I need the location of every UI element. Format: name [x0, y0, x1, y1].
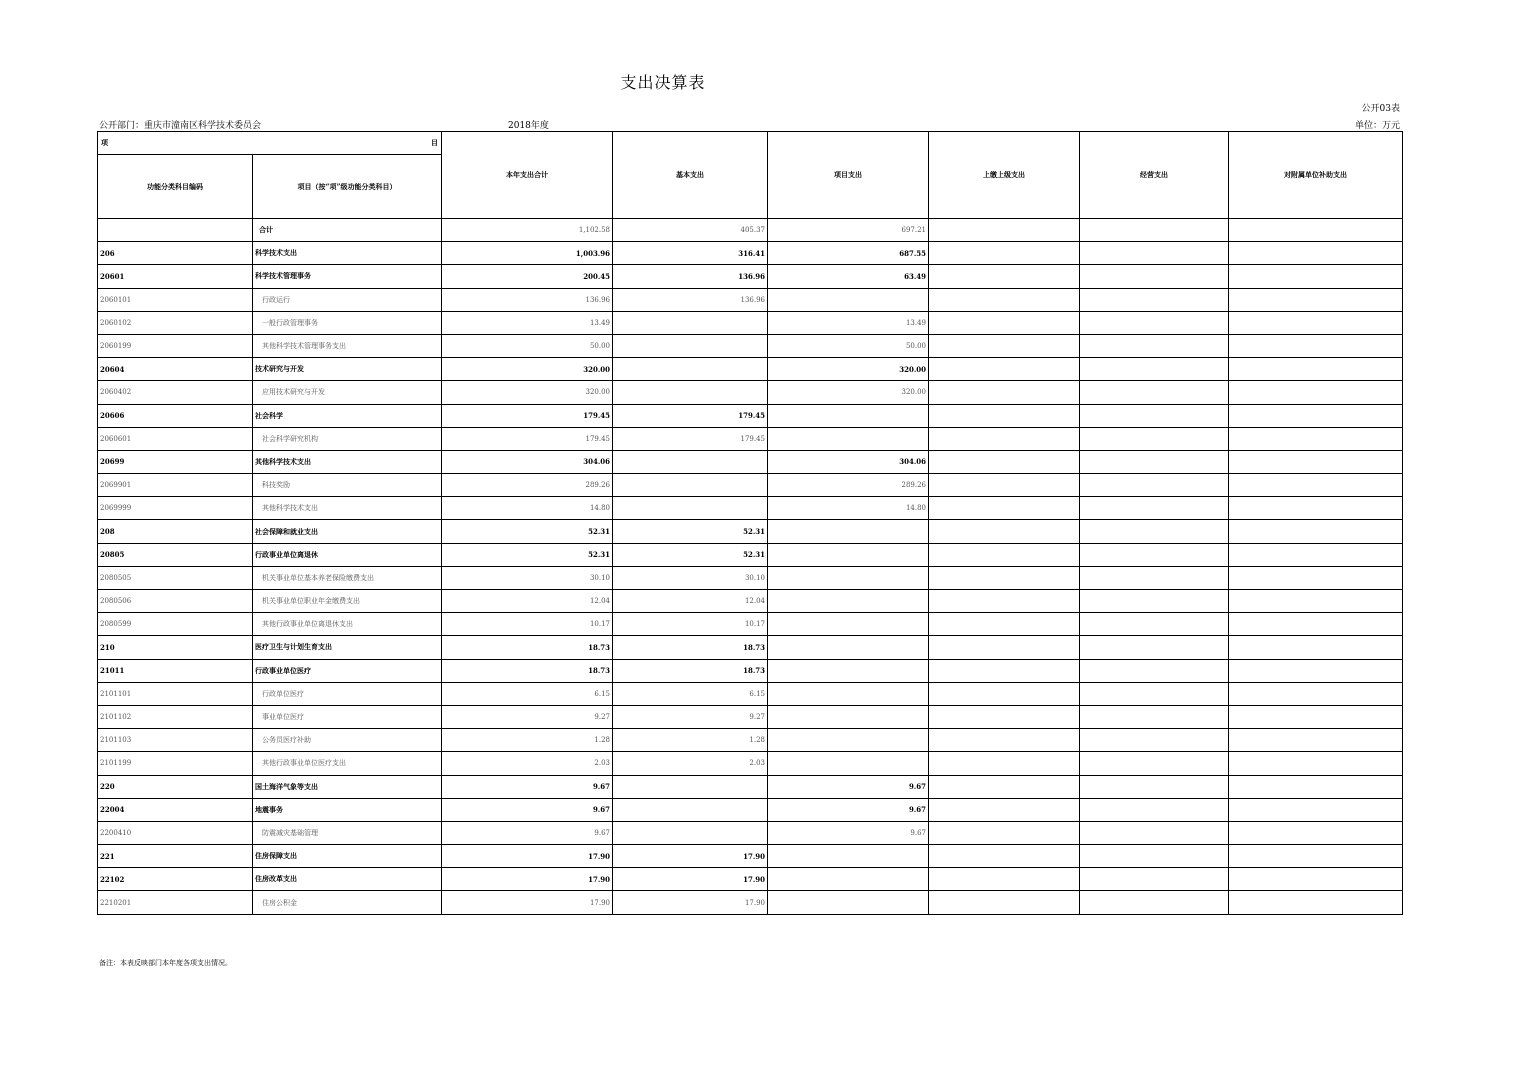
total-row — [98, 219, 1403, 242]
cell-project — [768, 613, 929, 636]
cell-upper — [929, 404, 1080, 427]
cell-upper — [929, 613, 1080, 636]
cell-subsidy — [1229, 288, 1403, 311]
cell-total: 320.00 — [442, 358, 613, 381]
cell-subsidy — [1229, 798, 1403, 821]
cell-name: 其他行政事业单位离退休支出 — [253, 613, 442, 636]
cell-name: 其他科学技术支出 — [253, 497, 442, 520]
cell-upper — [929, 752, 1080, 775]
cell-name: 公务员医疗补助 — [253, 729, 442, 752]
cell-project — [768, 659, 929, 682]
table-row — [98, 311, 1403, 334]
cell-total: 136.96 — [442, 288, 613, 311]
cell-business — [1080, 729, 1229, 752]
cell-basic: 179.45 — [613, 427, 768, 450]
cell-code: 20604 — [98, 358, 253, 381]
total-total: 1,102.58 — [442, 219, 613, 242]
cell-project: 304.06 — [768, 450, 929, 473]
cell-basic: 179.45 — [613, 404, 768, 427]
cell-project: 63.49 — [768, 265, 929, 288]
cell-basic: 316.41 — [613, 242, 768, 265]
cell-business — [1080, 334, 1229, 357]
cell-name: 地震事务 — [253, 798, 442, 821]
table-row — [98, 288, 1403, 311]
cell-subsidy — [1229, 845, 1403, 868]
cell-project — [768, 427, 929, 450]
total-project: 697.21 — [768, 219, 929, 242]
cell-project — [768, 752, 929, 775]
cell-project — [768, 891, 929, 914]
cell-upper — [929, 566, 1080, 589]
cell-subsidy — [1229, 520, 1403, 543]
cell-code: 21011 — [98, 659, 253, 682]
cell-project: 320.00 — [768, 358, 929, 381]
cell-subsidy — [1229, 566, 1403, 589]
expenditure-table — [97, 131, 1403, 915]
cell-name: 住房保障支出 — [253, 845, 442, 868]
cell-subsidy — [1229, 474, 1403, 497]
cell-project: 9.67 — [768, 775, 929, 798]
table-row — [98, 613, 1403, 636]
cell-subsidy — [1229, 543, 1403, 566]
table-row — [98, 242, 1403, 265]
cell-name: 其他科学技术支出 — [253, 450, 442, 473]
cell-upper — [929, 636, 1080, 659]
cell-total: 52.31 — [442, 520, 613, 543]
cell-code: 20805 — [98, 543, 253, 566]
cell-subsidy — [1229, 613, 1403, 636]
cell-code: 206 — [98, 242, 253, 265]
cell-upper — [929, 891, 1080, 914]
total-business — [1080, 219, 1229, 242]
cell-total: 9.67 — [442, 821, 613, 844]
department-label: 公开部门：重庆市潼南区科学技术委员会 — [99, 121, 262, 131]
cell-project: 50.00 — [768, 334, 929, 357]
cell-business — [1080, 775, 1229, 798]
cell-code: 2069901 — [98, 474, 253, 497]
cell-code: 2060101 — [98, 288, 253, 311]
cell-business — [1080, 288, 1229, 311]
cell-code: 22102 — [98, 868, 253, 891]
cell-name: 社会科学研究机构 — [253, 427, 442, 450]
table-row — [98, 381, 1403, 404]
cell-business — [1080, 821, 1229, 844]
table-row — [98, 358, 1403, 381]
cell-name: 社会保障和就业支出 — [253, 520, 442, 543]
cell-business — [1080, 845, 1229, 868]
table-header — [98, 132, 1403, 219]
cell-basic — [613, 311, 768, 334]
cell-code: 221 — [98, 845, 253, 868]
cell-subsidy — [1229, 334, 1403, 357]
cell-upper — [929, 590, 1080, 613]
cell-upper — [929, 868, 1080, 891]
table-row — [98, 775, 1403, 798]
cell-business — [1080, 868, 1229, 891]
cell-name: 住房公积金 — [253, 891, 442, 914]
page-title: 支出决算表 — [620, 73, 706, 92]
year-label: 2018年度 — [508, 121, 549, 131]
cell-project — [768, 543, 929, 566]
cell-code: 2080506 — [98, 590, 253, 613]
table-row — [98, 705, 1403, 728]
cell-subsidy — [1229, 868, 1403, 891]
cell-upper — [929, 845, 1080, 868]
table-row — [98, 566, 1403, 589]
cell-total: 50.00 — [442, 334, 613, 357]
cell-basic: 12.04 — [613, 590, 768, 613]
cell-upper — [929, 474, 1080, 497]
cell-upper — [929, 821, 1080, 844]
cell-subsidy — [1229, 497, 1403, 520]
cell-code: 210 — [98, 636, 253, 659]
cell-business — [1080, 404, 1229, 427]
cell-code: 220 — [98, 775, 253, 798]
cell-business — [1080, 474, 1229, 497]
cell-subsidy — [1229, 891, 1403, 914]
cell-total: 200.45 — [442, 265, 613, 288]
cell-business — [1080, 381, 1229, 404]
cell-total: 2.03 — [442, 752, 613, 775]
cell-name: 科技奖励 — [253, 474, 442, 497]
cell-code: 2060199 — [98, 334, 253, 357]
cell-total: 14.80 — [442, 497, 613, 520]
table-row — [98, 474, 1403, 497]
cell-business — [1080, 543, 1229, 566]
cell-project: 687.55 — [768, 242, 929, 265]
cell-business — [1080, 659, 1229, 682]
cell-upper — [929, 682, 1080, 705]
cell-code: 2210201 — [98, 891, 253, 914]
cell-subsidy — [1229, 705, 1403, 728]
table-row — [98, 450, 1403, 473]
cell-project — [768, 729, 929, 752]
cell-code: 20601 — [98, 265, 253, 288]
cell-code: 2060402 — [98, 381, 253, 404]
cell-subsidy — [1229, 265, 1403, 288]
cell-business — [1080, 450, 1229, 473]
cell-name: 其他行政事业单位医疗支出 — [253, 752, 442, 775]
cell-name: 机关事业单位职业年金缴费支出 — [253, 590, 442, 613]
cell-code: 2101102 — [98, 705, 253, 728]
cell-business — [1080, 613, 1229, 636]
table-row — [98, 729, 1403, 752]
cell-code: 208 — [98, 520, 253, 543]
cell-total: 52.31 — [442, 543, 613, 566]
cell-basic: 2.03 — [613, 752, 768, 775]
cell-subsidy — [1229, 729, 1403, 752]
cell-basic: 52.31 — [613, 543, 768, 566]
cell-upper — [929, 265, 1080, 288]
cell-project — [768, 868, 929, 891]
cell-upper — [929, 729, 1080, 752]
cell-project — [768, 636, 929, 659]
cell-basic — [613, 474, 768, 497]
cell-total: 17.90 — [442, 845, 613, 868]
cell-project — [768, 404, 929, 427]
cell-basic: 30.10 — [613, 566, 768, 589]
cell-name: 住房改革支出 — [253, 868, 442, 891]
header-project: 项目支出 — [768, 132, 929, 219]
cell-business — [1080, 566, 1229, 589]
header-business: 经营支出 — [1080, 132, 1229, 219]
cell-subsidy — [1229, 427, 1403, 450]
footnote: 备注：本表反映部门本年度各项支出情况。 — [99, 959, 232, 967]
cell-total: 289.26 — [442, 474, 613, 497]
cell-business — [1080, 752, 1229, 775]
table-row — [98, 334, 1403, 357]
cell-upper — [929, 311, 1080, 334]
cell-basic: 1.28 — [613, 729, 768, 752]
cell-total: 10.17 — [442, 613, 613, 636]
cell-total: 18.73 — [442, 636, 613, 659]
cell-upper — [929, 288, 1080, 311]
header-subsidy: 对附属单位补助支出 — [1229, 132, 1403, 219]
cell-name: 国土海洋气象等支出 — [253, 775, 442, 798]
cell-total: 179.45 — [442, 427, 613, 450]
cell-total: 320.00 — [442, 381, 613, 404]
cell-subsidy — [1229, 358, 1403, 381]
total-subsidy — [1229, 219, 1403, 242]
cell-upper — [929, 775, 1080, 798]
header-basic: 基本支出 — [613, 132, 768, 219]
cell-basic: 6.15 — [613, 682, 768, 705]
header-xiang: 项 — [101, 138, 108, 147]
cell-code: 20699 — [98, 450, 253, 473]
cell-code: 2080599 — [98, 613, 253, 636]
cell-business — [1080, 311, 1229, 334]
cell-name: 技术研究与开发 — [253, 358, 442, 381]
cell-name: 行政运行 — [253, 288, 442, 311]
table-row — [98, 497, 1403, 520]
cell-basic — [613, 497, 768, 520]
cell-name: 社会科学 — [253, 404, 442, 427]
cell-basic — [613, 821, 768, 844]
cell-name: 其他科学技术管理事务支出 — [253, 334, 442, 357]
cell-name: 科学技术支出 — [253, 242, 442, 265]
cell-project: 13.49 — [768, 311, 929, 334]
cell-business — [1080, 798, 1229, 821]
table-row — [98, 821, 1403, 844]
header-total: 本年支出合计 — [442, 132, 613, 219]
header-name: 项目（按“项”级功能分类科目） — [253, 155, 442, 219]
cell-name: 事业单位医疗 — [253, 705, 442, 728]
cell-business — [1080, 636, 1229, 659]
table-row — [98, 265, 1403, 288]
cell-total: 179.45 — [442, 404, 613, 427]
cell-basic: 17.90 — [613, 868, 768, 891]
table-row — [98, 543, 1403, 566]
cell-code: 2200410 — [98, 821, 253, 844]
table-row — [98, 659, 1403, 682]
cell-code: 2060601 — [98, 427, 253, 450]
cell-name: 应用技术研究与开发 — [253, 381, 442, 404]
total-label: 合计 — [253, 219, 442, 242]
cell-business — [1080, 590, 1229, 613]
cell-total: 1.28 — [442, 729, 613, 752]
table-row — [98, 845, 1403, 868]
total-code-cell — [98, 219, 253, 242]
cell-upper — [929, 334, 1080, 357]
cell-name: 医疗卫生与计划生育支出 — [253, 636, 442, 659]
table-row — [98, 682, 1403, 705]
cell-name: 一般行政管理事务 — [253, 311, 442, 334]
form-number: 公开03表 — [1361, 104, 1400, 114]
cell-total: 9.67 — [442, 775, 613, 798]
total-upper — [929, 219, 1080, 242]
header-xiang-mu — [98, 132, 442, 155]
cell-upper — [929, 427, 1080, 450]
cell-project — [768, 566, 929, 589]
cell-total: 12.04 — [442, 590, 613, 613]
cell-basic: 10.17 — [613, 613, 768, 636]
cell-subsidy — [1229, 381, 1403, 404]
cell-subsidy — [1229, 682, 1403, 705]
cell-total: 1,003.96 — [442, 242, 613, 265]
cell-subsidy — [1229, 775, 1403, 798]
cell-business — [1080, 520, 1229, 543]
cell-total: 30.10 — [442, 566, 613, 589]
cell-basic — [613, 775, 768, 798]
cell-upper — [929, 798, 1080, 821]
cell-total: 9.27 — [442, 705, 613, 728]
cell-name: 行政事业单位医疗 — [253, 659, 442, 682]
cell-total: 304.06 — [442, 450, 613, 473]
cell-name: 行政单位医疗 — [253, 682, 442, 705]
cell-basic — [613, 334, 768, 357]
cell-project: 9.67 — [768, 821, 929, 844]
cell-subsidy — [1229, 752, 1403, 775]
cell-subsidy — [1229, 636, 1403, 659]
cell-code: 2069999 — [98, 497, 253, 520]
table-row — [98, 636, 1403, 659]
cell-total: 6.15 — [442, 682, 613, 705]
cell-project: 14.80 — [768, 497, 929, 520]
cell-business — [1080, 497, 1229, 520]
cell-total: 17.90 — [442, 868, 613, 891]
cell-business — [1080, 242, 1229, 265]
cell-project: 9.67 — [768, 798, 929, 821]
table-row — [98, 520, 1403, 543]
cell-name: 行政事业单位离退休 — [253, 543, 442, 566]
cell-total: 17.90 — [442, 891, 613, 914]
table-body — [98, 219, 1403, 915]
table-row — [98, 891, 1403, 914]
cell-name: 科学技术管理事务 — [253, 265, 442, 288]
cell-project — [768, 845, 929, 868]
cell-business — [1080, 705, 1229, 728]
cell-basic: 18.73 — [613, 659, 768, 682]
cell-subsidy — [1229, 821, 1403, 844]
cell-business — [1080, 891, 1229, 914]
cell-upper — [929, 520, 1080, 543]
cell-upper — [929, 242, 1080, 265]
table-row — [98, 752, 1403, 775]
cell-basic: 17.90 — [613, 891, 768, 914]
table-row — [98, 590, 1403, 613]
cell-project — [768, 520, 929, 543]
cell-project — [768, 682, 929, 705]
cell-upper — [929, 497, 1080, 520]
cell-basic: 52.31 — [613, 520, 768, 543]
cell-upper — [929, 381, 1080, 404]
cell-project: 320.00 — [768, 381, 929, 404]
cell-basic: 17.90 — [613, 845, 768, 868]
cell-code: 2060102 — [98, 311, 253, 334]
cell-upper — [929, 543, 1080, 566]
cell-subsidy — [1229, 404, 1403, 427]
cell-code: 2101199 — [98, 752, 253, 775]
cell-subsidy — [1229, 590, 1403, 613]
cell-subsidy — [1229, 242, 1403, 265]
cell-business — [1080, 682, 1229, 705]
cell-subsidy — [1229, 450, 1403, 473]
cell-code: 22004 — [98, 798, 253, 821]
cell-code: 2101101 — [98, 682, 253, 705]
cell-code: 2101103 — [98, 729, 253, 752]
cell-project — [768, 288, 929, 311]
cell-project — [768, 705, 929, 728]
cell-basic: 18.73 — [613, 636, 768, 659]
cell-project — [768, 590, 929, 613]
header-code: 功能分类科目编码 — [98, 155, 253, 219]
cell-total: 13.49 — [442, 311, 613, 334]
cell-total: 18.73 — [442, 659, 613, 682]
cell-basic: 136.96 — [613, 265, 768, 288]
cell-code: 20606 — [98, 404, 253, 427]
cell-project: 289.26 — [768, 474, 929, 497]
cell-name: 机关事业单位基本养老保险缴费支出 — [253, 566, 442, 589]
table-row — [98, 427, 1403, 450]
total-basic: 405.37 — [613, 219, 768, 242]
cell-upper — [929, 659, 1080, 682]
cell-name: 防震减灾基础管理 — [253, 821, 442, 844]
cell-basic — [613, 798, 768, 821]
cell-business — [1080, 358, 1229, 381]
cell-basic: 9.27 — [613, 705, 768, 728]
cell-upper — [929, 705, 1080, 728]
cell-basic — [613, 381, 768, 404]
cell-basic — [613, 358, 768, 381]
header-upper: 上缴上级支出 — [929, 132, 1080, 219]
cell-basic: 136.96 — [613, 288, 768, 311]
table-row — [98, 798, 1403, 821]
cell-subsidy — [1229, 659, 1403, 682]
cell-total: 9.67 — [442, 798, 613, 821]
cell-upper — [929, 358, 1080, 381]
table-row — [98, 868, 1403, 891]
table-row — [98, 404, 1403, 427]
cell-code: 2080505 — [98, 566, 253, 589]
cell-business — [1080, 427, 1229, 450]
unit-label: 单位：万元 — [1354, 121, 1400, 131]
cell-basic — [613, 450, 768, 473]
header-mu: 目 — [431, 138, 438, 147]
cell-business — [1080, 265, 1229, 288]
cell-upper — [929, 450, 1080, 473]
cell-subsidy — [1229, 311, 1403, 334]
